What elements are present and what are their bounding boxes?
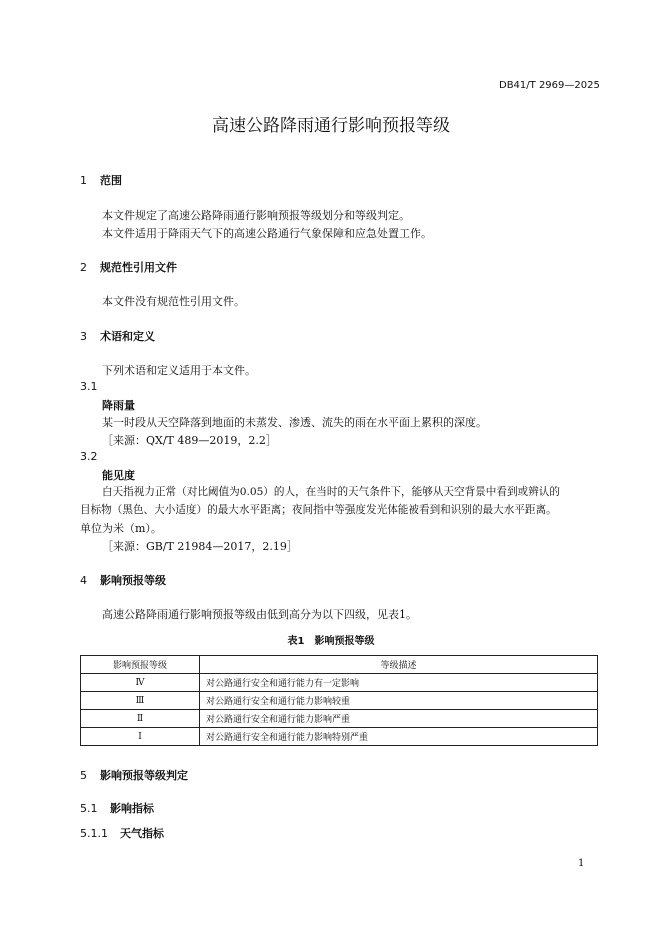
- section-1-heading: [80, 172, 122, 188]
- term-definition: 某一时段从天空降落到地面的未蒸发、渗透、流失的雨在水平面上累积的深度。: [102, 416, 487, 429]
- section-title: 范围: [100, 174, 122, 187]
- document-title: 高速公路降雨通行影响预报等级: [212, 116, 450, 136]
- table-caption: 表1 影响预报等级: [287, 636, 375, 647]
- term-definition-line: 目标物（黑色、大小适度）的最大水平距离；夜间指中等强度发光体能被看到和识别的最大水平距离。: [80, 504, 557, 516]
- column-header: 等级描述: [200, 656, 598, 674]
- term-name: 能见度: [102, 469, 135, 482]
- impact-level-table: [80, 655, 598, 746]
- section-title: 规范性引用文件: [100, 261, 177, 274]
- description-cell: 对公路通行安全和通行能力影响较重: [200, 692, 598, 710]
- description-cell: 对公路通行安全和通行能力影响特别严重: [200, 728, 598, 746]
- term-source: ［来源：QX/T 489—2019，2.2］: [102, 434, 277, 447]
- level-cell: Ⅰ: [81, 728, 200, 746]
- paragraph: 本文件规定了高速公路降雨通行影响预报等级划分和等级判定。: [102, 209, 410, 222]
- section-4-heading: [80, 572, 166, 588]
- paragraph: 本文件没有规范性引用文件。: [102, 295, 245, 308]
- section-number: 2: [80, 261, 87, 274]
- section-5-heading: [80, 767, 188, 783]
- section-title: 影响预报等级: [100, 574, 166, 587]
- table-row: [81, 674, 598, 692]
- term-definition-line: 白天指视力正常（对比阈值为0.05）的人，在当时的天气条件下，能够从天空背景中看到或辨认的: [102, 486, 560, 498]
- section-number: 3: [80, 330, 87, 343]
- section-title: 影响预报等级判定: [100, 769, 188, 782]
- section-title: 天气指标: [120, 827, 164, 840]
- subsection-5-1-1-heading: [80, 825, 164, 841]
- section-number: 4: [80, 574, 87, 587]
- level-cell: Ⅲ: [81, 692, 200, 710]
- section-number: 5.1: [80, 802, 98, 815]
- description-cell: 对公路通行安全和通行能力影响严重: [200, 710, 598, 728]
- paragraph: 本文件适用于降雨天气下的高速公路通行气象保障和应急处置工作。: [102, 227, 432, 240]
- term-number: 3.2: [80, 450, 98, 463]
- paragraph: 高速公路降雨通行影响预报等级由低到高分为以下四级，见表1。: [102, 608, 417, 621]
- level-cell: Ⅳ: [81, 674, 200, 692]
- level-cell: Ⅱ: [81, 710, 200, 728]
- column-header: 影响预报等级: [81, 656, 200, 674]
- term-number: 3.1: [80, 380, 98, 393]
- table-header-row: [81, 656, 598, 674]
- section-title: 影响指标: [110, 802, 154, 815]
- section-number: 5: [80, 769, 87, 782]
- section-3-heading: [80, 328, 155, 344]
- section-2-heading: [80, 259, 177, 275]
- table-row: [81, 710, 598, 728]
- subsection-5-1-heading: [80, 800, 154, 816]
- section-number: 5.1.1: [80, 827, 108, 840]
- paragraph: 下列术语和定义适用于本文件。: [102, 364, 256, 377]
- section-number: 1: [80, 174, 87, 187]
- term-source: ［来源：GB/T 21984—2017，2.19］: [102, 540, 298, 553]
- section-title: 术语和定义: [100, 330, 155, 343]
- table-row: [81, 728, 598, 746]
- standard-code: DB41/T 2969—2025: [499, 80, 600, 91]
- description-cell: 对公路通行安全和通行能力有一定影响: [200, 674, 598, 692]
- table-row: [81, 692, 598, 710]
- page-number: 1: [578, 858, 585, 869]
- term-definition-line: 单位为米（m）。: [80, 522, 162, 535]
- term-name: 降雨量: [102, 399, 135, 412]
